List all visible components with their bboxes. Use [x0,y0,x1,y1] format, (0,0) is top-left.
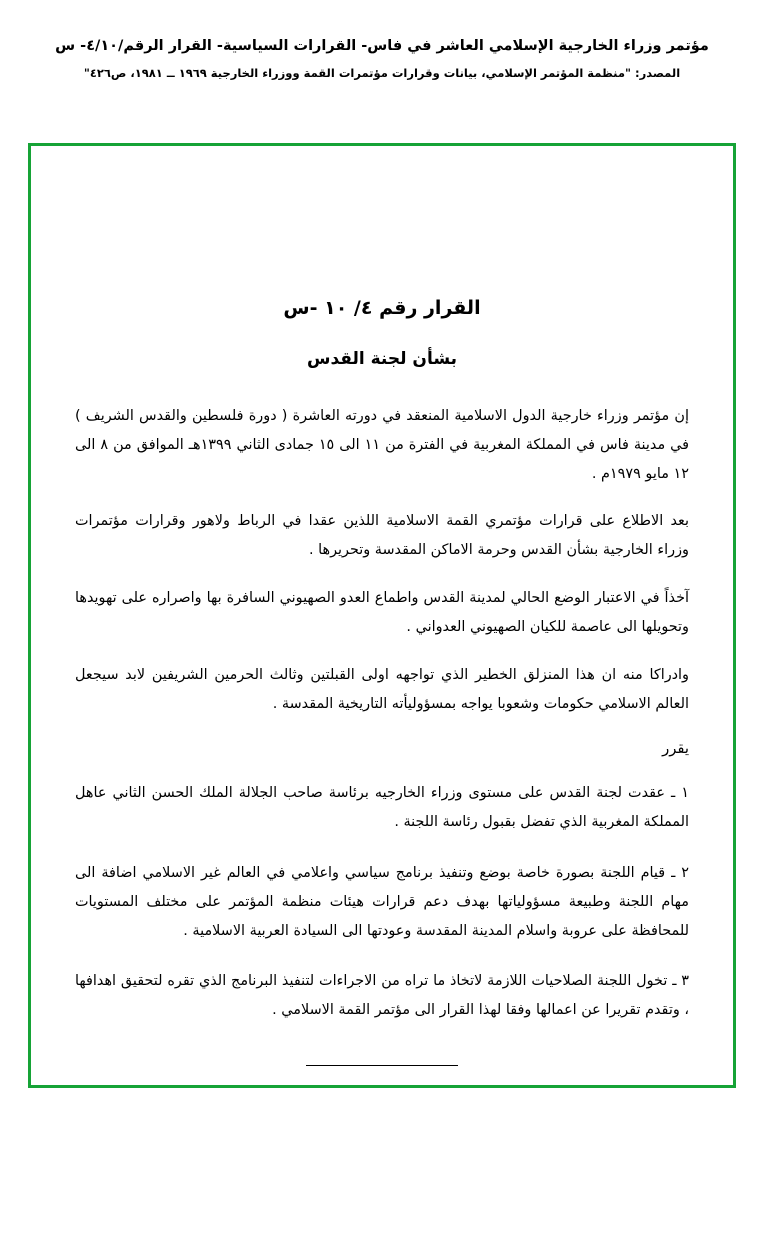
clause-item: ١ ـ عقدت لجنة القدس على مستوى وزراء الخارجيه برئاسة صاحب الجلالة الملك الحسن الثاني عاهل المملكة المغربية الذي تفضل بقبول رئاسة اللجنة . [75,785,689,831]
header-title: مؤتمر وزراء الخارجية الإسلامي العاشر في فاس- القرارات السياسية- القرار الرقم/٤/١٠- س [55,38,709,54]
paragraph: إن مؤتمر وزراء خارجية الدول الاسلامية المنعقد في دورته العاشرة ( دورة فلسطين والقدس الشريف ) في مدينة فاس في المملكة المغربية في الفترة من ١١ الى ١٥ جمادى الثاني ١٣٩٩هـ الموافق من ٨ الى ١٢ مايو ١٩٧٩م . [75,408,690,482]
document-body [31,294,733,1233]
clause-item: ٣ ـ تخول اللجنة الصلاحيات اللازمة لاتخاذ ما تراه من الاجراءات لتنفيذ البرنامج الذي تقره لتحقيق اهدافها ، وتقدم تقريرا عن اعمالها وفقا لهذا القرار الى مؤتمر القمة الاسلامي . [75,973,689,1019]
horizontal-rule [306,1065,458,1066]
paragraph: بعد الاطلاع على قرارات مؤتمري القمة الاسلامية اللذين عقدا في الرباط ولاهور وقرارات مؤتمرات وزراء الخارجية بشأن القدس وحرمة الاماكن المقدسة وتحريرها . [75,513,689,559]
header-source: المصدر: "منظمة المؤتمر الإسلامي، بيانات وقرارات مؤتمرات القمة ووزراء الخارجية ١٩٦٩ ــ ١٩٨١، ص٤٢٦" [83,66,681,81]
paragraph: آخذاً في الاعتبار الوضع الحالي لمدينة القدس واطماع العدو الصهيوني السافرة بها واصراره على تهويدها وتحويلها الى عاصمة للكيان الصهيوني العدواني . [75,590,689,635]
resolution-title: القرار رقم ٤/ ١٠ -س [283,297,481,319]
resolution-subtitle: بشأن لجنة القدس [306,348,458,369]
decision-keyword: يقرر [662,740,689,758]
document-frame [28,143,736,1088]
clause-item: ٢ ـ قيام اللجنة بصورة خاصة بوضع وتنفيذ برنامج سياسي واعلامي في العالم غير الاسلامي اضافة الى مهام اللجنة وطبيعة مسؤولياتها بهدف دعم قرارات هيئات منظمة المؤتمر على مختلف المستويات للمحافظة على عروبة واسلام المدينة المقدسة وعودتها الى السيادة العربية الاسلامية . [75,864,689,939]
page-header [0,36,764,81]
paragraph: وادراكا منه ان هذا المنزلق الخطير الذي تواجهه اولى القبلتين وثالث الحرمين الشريفين لابد سيجعل العالم الاسلامي حكومات وشعوبا يواجه بمسؤوليأته التاريخية المقدسة . [75,666,689,712]
document-page [0,36,764,1118]
